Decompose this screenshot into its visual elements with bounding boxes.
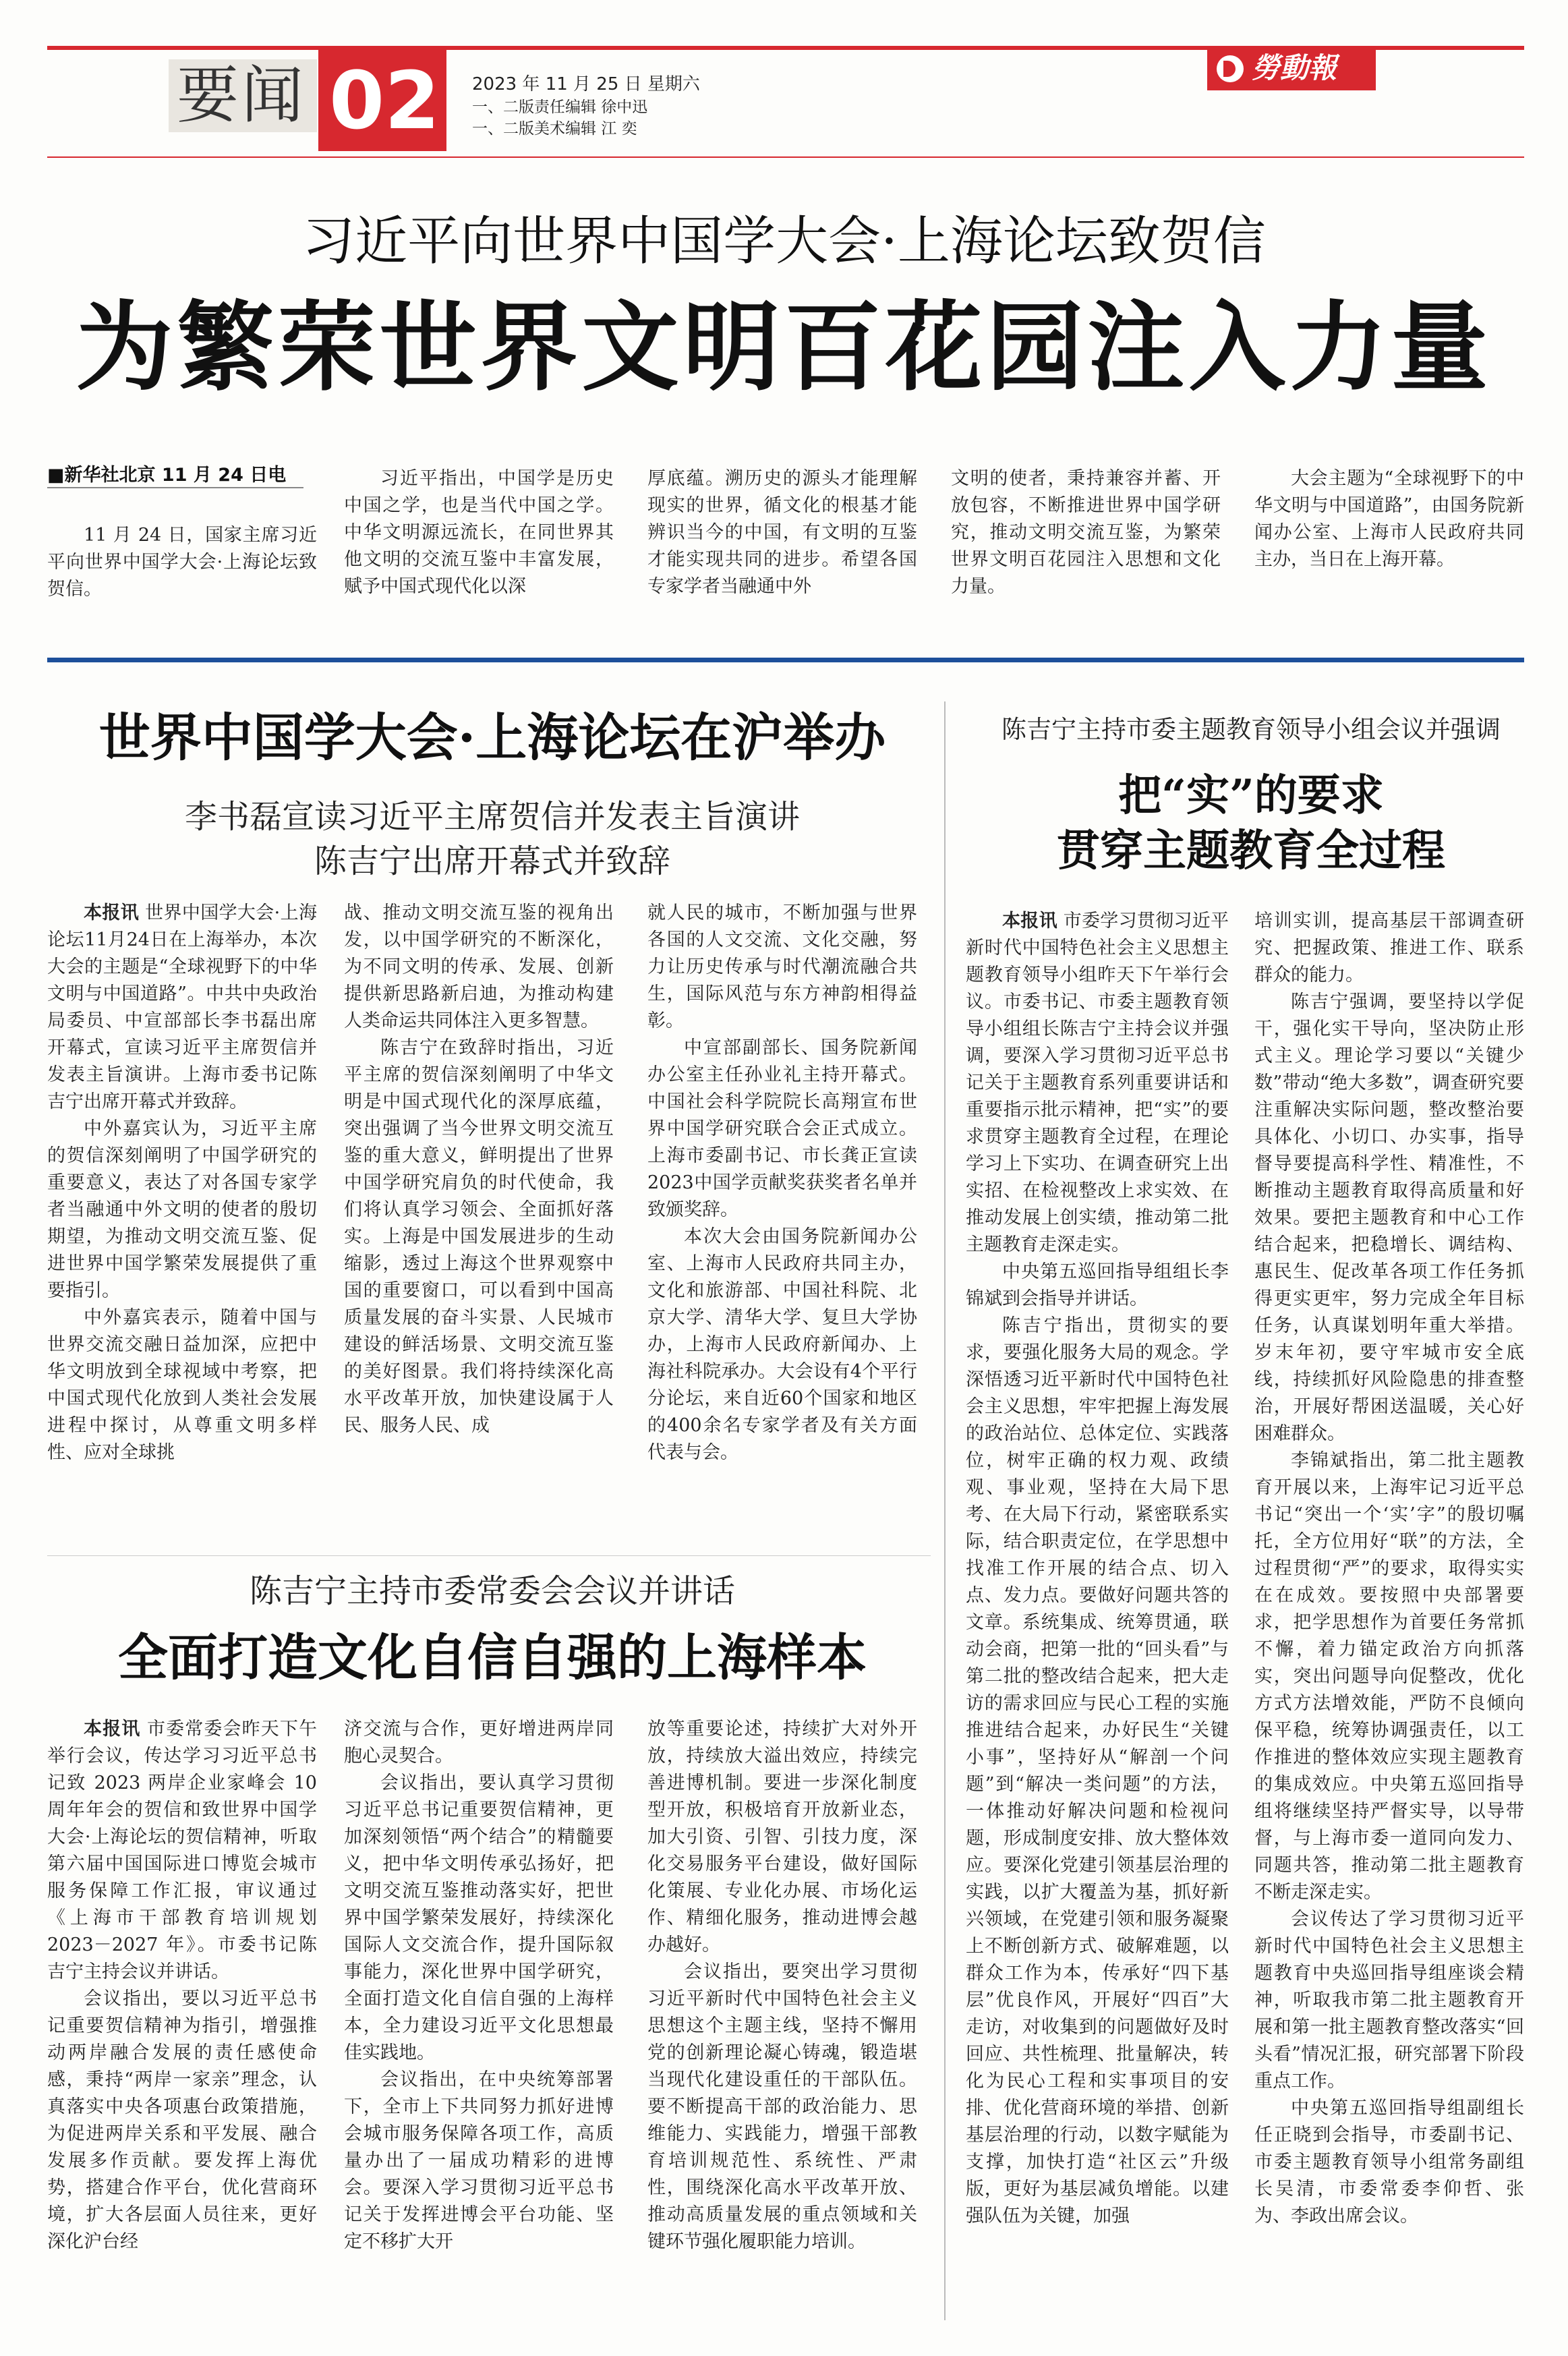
lead-col-1: [47, 522, 317, 630]
lead-paragraph: 习近平指出，中国学是历史中国之学，也是当代中国之学。中华文明源远流长，在同世界其他文明的交流互鉴中丰富发展，赋予中国式现代化以深: [344, 468, 614, 597]
lead-paragraph: 厚底蕴。溯历史的源头才能理解现实的世界，循文化的根基才能辨识当今的中国，有文明的互鉴才能实现共同的进步。希望各国专家学者当融通中外: [647, 468, 917, 597]
paragraph: 会议指出，要认真学习贯彻习近平总书记重要贺信精神，更加深刻领悟“两个结合”的精髓要义，把中华文明传承弘扬好，把文明交流互鉴推动落实好，把世界中国学繁荣发展好，持续深化国际人文交流合作，提升国际叙事能力，深化世界中国学研究，全面打造文化自信自强的上海样本，全力建设习近平文化思想最佳实践地。: [344, 1773, 614, 2063]
lead-col-4: [951, 465, 1221, 600]
paragraph: 会议指出，在中央统筹部署下，全市上下共同努力抓好进博会城市服务保障各项工作，高质量办出了一届成功精彩的进博会。要深入学习贯彻习近平总书记关于发挥进博会平台功能、坚定不移扩大开: [344, 2069, 614, 2252]
paragraph: 中央第五巡回指导组组长李锦斌到会指导并讲话。: [966, 1261, 1229, 1309]
story3-headline-2: 贯穿主题教育全过程: [1057, 826, 1445, 876]
story4-col-1: [47, 1716, 317, 2336]
lead-col-3: [647, 465, 917, 600]
story2-subhead-1: 李书磊宣读习近平主席贺信并发表主旨演讲: [184, 798, 800, 836]
story2-col-3: [647, 900, 917, 1547]
story4-top-rule: [47, 1555, 931, 1556]
paragraph: 济交流与合作，更好增进两岸同胞心灵契合。: [344, 1719, 614, 1766]
lead-col-5: [1254, 465, 1524, 627]
paragraph: 陈吉宁强调，要坚持以学促干，强化实干导向，坚决防止形式主义。理论学习要以“关键少数”带动“绝大多数”，调查研究要注重解决实际问题，整改整治要具体化、小切口、办实事，指导督导要提高科学性、精准性，不断推动主题教育取得高质量和好效果。要把主题教育和中心工作结合起来，把稳增长、调结构、惠民生、促改革各项工作任务抓得更实更牢，努力完成全年目标任务，认真谋划明年重大举措。岁末年初，要守牢城市安全底线，持续抓好风险隐患的排查整治，开展好帮困送温暖，关心好困难群众。: [1254, 992, 1524, 1444]
story4-col-2: [344, 1716, 614, 2336]
paper-logo: [1207, 47, 1376, 90]
lead-paragraph: 文明的使者，秉持兼容并蓄、开放包容，不断推进世界中国学研究，推动文明交流互鉴，为繁荣世界文明百花园注入思想和文化力量。: [951, 468, 1221, 597]
paragraph: 就人民的城市，不断加强与世界各国的人文交流、文化交融，努力让历史传承与时代潮流融合共生，国际风范与东方神韵相得益彰。: [647, 902, 917, 1031]
story4-kicker: 陈吉宁主持市委常委会会议并讲话: [249, 1572, 735, 1610]
story3-headline-1: 把“实”的要求: [1118, 770, 1384, 821]
paragraph: 陈吉宁在致辞时指出，习近平主席的贺信深刻阐明了中华文明是中国式现代化的深厚底蕴，突出强调了当今世界文明交流互鉴的重大意义，鲜明提出了世界中国学研究肩负的时代使命，我们将认真学习领会、全面抓好落实。上海是中国发展进步的生动缩影，透过上海这个世界观察中国的重要窗口，可以看到中国高质量发展的奋斗实景、人民城市建设的鲜活场景、文明交流互鉴的美好图景。我们将持续深化高水平改革开放，加快建设属于人民、服务人民、成: [344, 1037, 614, 1436]
issue-date: 2023 年 11 月 25 日 星期六: [472, 74, 700, 94]
lead-paragraph: 11 月 24 日，国家主席习近平向世界中国学大会·上海论坛致贺信。: [47, 525, 317, 600]
dateline-rule: [47, 487, 303, 488]
paragraph: 会议传达了学习贯彻习近平新时代中国特色社会主义思想主题教育中央巡回指导组座谈会精神，听取我市第二批主题教育开展和第一批主题教育整改落实“回头看”情况汇报，研究部署下阶段重点工作。: [1254, 1909, 1524, 2092]
lead-paragraph: 大会主题为“全球视野下的中华文明与中国道路”，由国务院新闻办公室、上海市人民政府共同主办，当日在上海开幕。: [1254, 468, 1524, 570]
paragraph: 本次大会由国务院新闻办公室、上海市人民政府共同主办，文化和旅游部、中国社科院、北京大学、清华大学、复旦大学协办，上海市人民政府新闻办、上海社科院承办。大会设有4个平行分论坛，来自近60个国家和地区的400余名专家学者及有关方面代表与会。: [647, 1226, 917, 1463]
story2-col-1: [47, 900, 317, 1547]
paragraph: 战、推动文明交流互鉴的视角出发，以中国学研究的不断深化，为不同文明的传承、发展、创新提供新思路新启迪，为推动构建人类命运共同体注入更多智慧。: [344, 902, 614, 1031]
art-editor: 一、二版美术编辑 江 奕: [472, 120, 637, 138]
chief-editor: 一、二版责任编辑 徐中迅: [472, 98, 648, 116]
section-label: 要闻: [177, 59, 307, 132]
vertical-divider: [944, 701, 946, 2320]
byline: 本报讯: [84, 1719, 141, 1740]
paragraph: 会议指出，要突出学习贯彻习近平新时代中国特色社会主义思想这个主题主线，坚持不懈用党的创新理论凝心铸魂，锻造堪当现代化建设重任的干部队伍。要不断提高干部的政治能力、思维能力、实践能力，增强干部教育培训规范性、系统性、严肃性，围绕深化高水平改革开放、推动高质量发展的重点领域和关键环节强化履职能力培训。: [647, 1961, 917, 2252]
paragraph: 中外嘉宾表示，随着中国与世界交流交融日益加深，应把中华文明放到全球视域中考察，把中国式现代化放到人类社会发展进程中探讨，从尊重文明多样性、应对全球挑: [47, 1307, 317, 1463]
paragraph: 本报讯 市委常委会昨天下午举行会议，传达学习习近平总书记致 2023 两岸企业家峰会 10 周年年会的贺信和致世界中国学大会·上海论坛的贺信精神，听取第六届中国国际进口博览会城市服务保障工作汇报，审议通过《上海市干部教育培训规划 2023－2027 年》。市委书记陈吉宁主持会议并讲话。: [47, 1719, 317, 1982]
page-number: 02: [329, 54, 440, 147]
masthead-under-rule: [47, 156, 1524, 158]
paragraph: 陈吉宁指出，贯彻实的要求，要强化服务大局的观念。学深悟透习近平新时代中国特色社会主义思想，牢牢把握上海发展的政治站位、总体定位、实践落位，树牢正确的权力观、政绩观、事业观，坚持在大局下思考、在大局下行动，紧密联系实际，结合职责定位，在学思想中找准工作开展的结合点、切入点、发力点。要做好问题共答的文章。系统集成、统筹贯通，联动会商，把第一批的“回头看”与第二批的整改结合起来，把大走访的需求回应与民心工程的实施推进结合起来，办好民生“关键小事”，坚持好从“解剖一个问题”到“解决一类问题”的方法，一体推动好解决问题和检视问题，形成制度安排、放大整体效应。要深化党建引领基层治理的实践，以扩大覆盖为基，抓好新兴领域，在党建引领和服务凝聚上不断创新方式、破解难题，以群众工作为本，传承好“四下基层”优良作风，开展好“四百”大走访，对收集到的问题做好及时回应、共性梳理、批量解决，转化为民心工程和实事项目的安排、优化营商环境的举措、创新基层治理的行动，以数字赋能为支撑，加快打造“社区云”升级版，更好为基层减负增能。以建强队伍为关键，加强: [966, 1315, 1229, 2226]
paragraph: 中央第五巡回指导组副组长任正晓到会指导，市委副书记、市委主题教育领导小组常务副组长吴清，市委常委李仰哲、张为、李政出席会议。: [1254, 2098, 1524, 2226]
paragraph: 放等重要论述，持续扩大对外开放，持续放大溢出效应，持续完善进博机制。要进一步深化制度型开放，积极培育开放新业态，加大引资、引智、引技力度，深化交易服务平台建设，做好国际化策展、专业化办展、市场化运作、精细化服务，推动进博会越办越好。: [647, 1719, 917, 1955]
paper-name: 勞動報: [1252, 51, 1337, 84]
lead-kicker: 习近平向世界中国学大会·上海论坛致贺信: [302, 211, 1266, 272]
lead-col-2: [344, 465, 614, 600]
lead-bottom-rule: [47, 658, 1524, 662]
paragraph: 李锦斌指出，第二批主题教育开展以来，上海牢记习近平总书记“突出一个‘实’字”的殷切嘱托，全方位用好“联”的方法，全过程贯彻“严”的要求，取得实实在在成效。要按照中央部署要求，把学思想作为首要任务常抓不懈，着力锚定政治方向抓落实，突出问题导向促整改，优化方式方法增效能，严防不良倾向保平稳，统筹协调强责任，以工作推进的整体效应实现主题教育的集成效应。中央第五巡回指导组将继续坚持严督实导，以导带督，与上海市委一道同向发力、同题共答，推动第二批主题教育不断走深走实。: [1254, 1450, 1524, 1903]
story2-subhead-2: 陈吉宁出席开幕式并致辞: [314, 842, 670, 880]
byline: 本报讯: [84, 902, 140, 923]
story3-col-2: [1254, 908, 1524, 2338]
paragraph: 培训实训，提高基层干部调查研究、把握政策、推进工作、联系群众的能力。: [1254, 911, 1524, 985]
lead-headline: 为繁荣世界文明百花园注入力量: [76, 290, 1492, 404]
paragraph: 本报讯 市委学习贯彻习近平新时代中国特色社会主义思想主题教育领导小组昨天下午举行会议。市委书记、市委主题教育领导小组组长陈吉宁主持会议并强调，要深入学习贯彻习近平总书记关于主题教育系列重要讲话和重要指示批示精神，把“实”的要求贯穿主题教育全过程，在理论学习上下实功、在调查研究上出实招、在检视整改上求实效、在推动发展上创实绩，推动第二批主题教育走深走实。: [966, 911, 1229, 1255]
story2-headline: 世界中国学大会·上海论坛在沪举办: [98, 708, 886, 768]
story2-col-2: [344, 900, 614, 1547]
paragraph: 会议指出，要以习近平总书记重要贺信精神为指引，增强推动两岸融合发展的责任感使命感，秉持“两岸一家亲”理念，认真落实中央各项惠台政策措施，为促进两岸关系和平发展、融合发展多作贡献。要发挥上海优势，搭建合作平台，优化营商环境，扩大各层面人员往来，更好深化沪台经: [47, 1988, 317, 2252]
story4-headline: 全面打造文化自信自强的上海样本: [118, 1629, 867, 1687]
story4-col-3: [647, 1716, 917, 2336]
byline: 本报讯: [1002, 911, 1057, 931]
paragraph: 本报讯 世界中国学大会·上海论坛11月24日在上海举办，本次大会的主题是“全球视野下的中华文明与中国道路”。中共中央政治局委员、中宣部部长李书磊出席开幕式，宣读习近平主席贺信并发表主旨演讲。上海市委书记陈吉宁出席开幕式并致辞。: [47, 902, 317, 1112]
paragraph: 中外嘉宾认为，习近平主席的贺信深刻阐明了中国学研究的重要意义，表达了对各国专家学者当融通中外文明的使者的殷切期望，为推动文明交流互鉴、促进世界中国学繁荣发展提供了重要指引。: [47, 1118, 317, 1301]
story3-col-1: [966, 908, 1229, 2338]
paragraph: 中宣部副部长、国务院新闻办公室主任孙业礼主持开幕式。中国社会科学院院长高翔宣布世界中国学研究联合会正式成立。上海市委副书记、市长龚正宣读2023中国学贡献奖获奖者名单并致颁奖辞。: [647, 1037, 917, 1220]
story3-kicker: 陈吉宁主持市委主题教育领导小组会议并强调: [1001, 715, 1501, 744]
lead-dateline: ■新华社北京 11 月 24 日电: [47, 465, 287, 486]
